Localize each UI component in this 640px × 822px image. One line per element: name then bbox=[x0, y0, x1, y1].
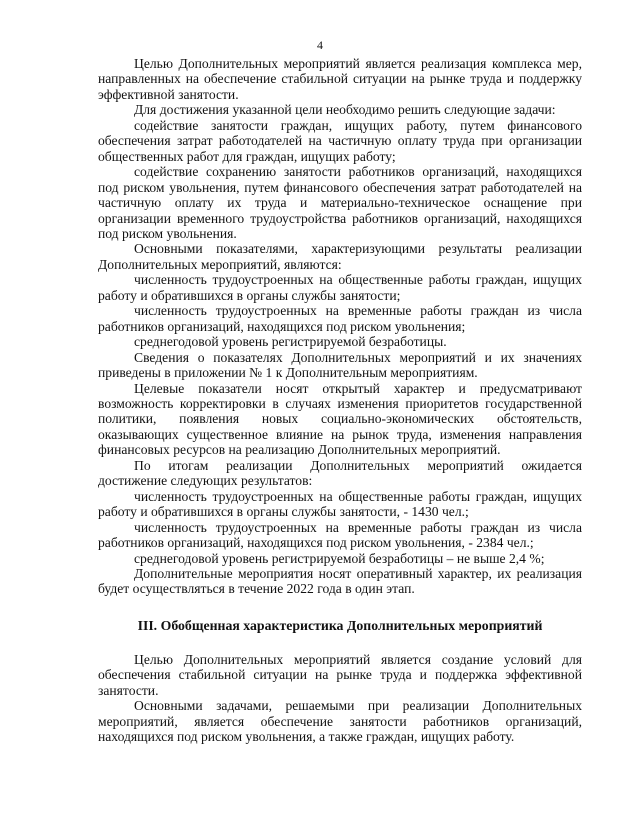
paragraph: Целевые показатели носят открытый характер и предусматривают возможность корректировки в случаях изменения приоритетов государственной политики, появления новых социально-экономических обстоятельств, оказывающих существенное влияние на рынок труда, изменения направления финансовых ресурсов на реализацию Дополнительных мероприятий. bbox=[98, 380, 582, 458]
page-number: 4 bbox=[317, 38, 323, 52]
document-body bbox=[98, 56, 582, 745]
section-heading: III. Обобщенная характеристика Дополнительных мероприятий bbox=[137, 617, 543, 633]
paragraph: среднегодовой уровень регистрируемой безработицы – не выше 2,4 %; bbox=[134, 550, 545, 566]
paragraph: численность трудоустроенных на общественные работы граждан, ищущих работу и обратившихся в органы службы занятости, - 1430 чел.; bbox=[98, 488, 582, 520]
paragraph: численность трудоустроенных на временные работы граждан из числа работников организаций, находящихся под риском увольнения; bbox=[98, 303, 582, 334]
paragraph: Сведения о показателях Дополнительных мероприятий и их значениях приведены в приложении № 1 к Дополнительным мероприятиям. bbox=[98, 349, 582, 381]
paragraph: Основными показателями, характеризующими результаты реализации Дополнительных мероприятий, являются: bbox=[98, 241, 582, 272]
paragraph: Целью Дополнительных мероприятий является создание условий для обеспечения стабильной ситуации на рынке труда и поддержка эффективной занятости. bbox=[98, 651, 582, 698]
paragraph: Основными задачами, решаемыми при реализации Дополнительных мероприятий, является обеспечение занятости работников организаций, находящихся под риском увольнения, а также граждан, ищущих работу. bbox=[98, 698, 582, 745]
paragraph: По итогам реализации Дополнительных мероприятий ожидается достижение следующих результатов: bbox=[98, 457, 582, 489]
paragraph: Целью Дополнительных мероприятий является реализация комплекса мер, направленных на обеспечение стабильной ситуации на рынке труда и поддержку эффективной занятости. bbox=[98, 56, 582, 102]
paragraph: содействие занятости граждан, ищущих работу, путем финансового обеспечения затрат работодателей на частичную оплату труда при организации общественных работ для граждан, ищущих работу; bbox=[98, 117, 582, 164]
paragraph: Дополнительные мероприятия носят оперативный характер, их реализация будет осуществляться в течение 2022 года в один этап. bbox=[98, 565, 582, 597]
paragraph: содействие сохранению занятости работников организаций, находящихся под риском увольнения, путем финансового обеспечения затрат работодателей на частичную оплату их труда и материально-техническое оснащение при организации временного трудоустройства работников организаций, находящихся под риском увольнения. bbox=[98, 164, 582, 241]
paragraph: Для достижения указанной цели необходимо решить следующие задачи: bbox=[134, 102, 556, 118]
paragraph: численность трудоустроенных на временные работы граждан из числа работников организаций, находящихся под риском увольнения, - 2384 чел.; bbox=[98, 519, 582, 551]
paragraph: численность трудоустроенных на общественные работы граждан, ищущих работу и обратившихся в органы службы занятости; bbox=[98, 272, 582, 303]
paragraph: среднегодовой уровень регистрируемой безработицы. bbox=[134, 334, 447, 350]
